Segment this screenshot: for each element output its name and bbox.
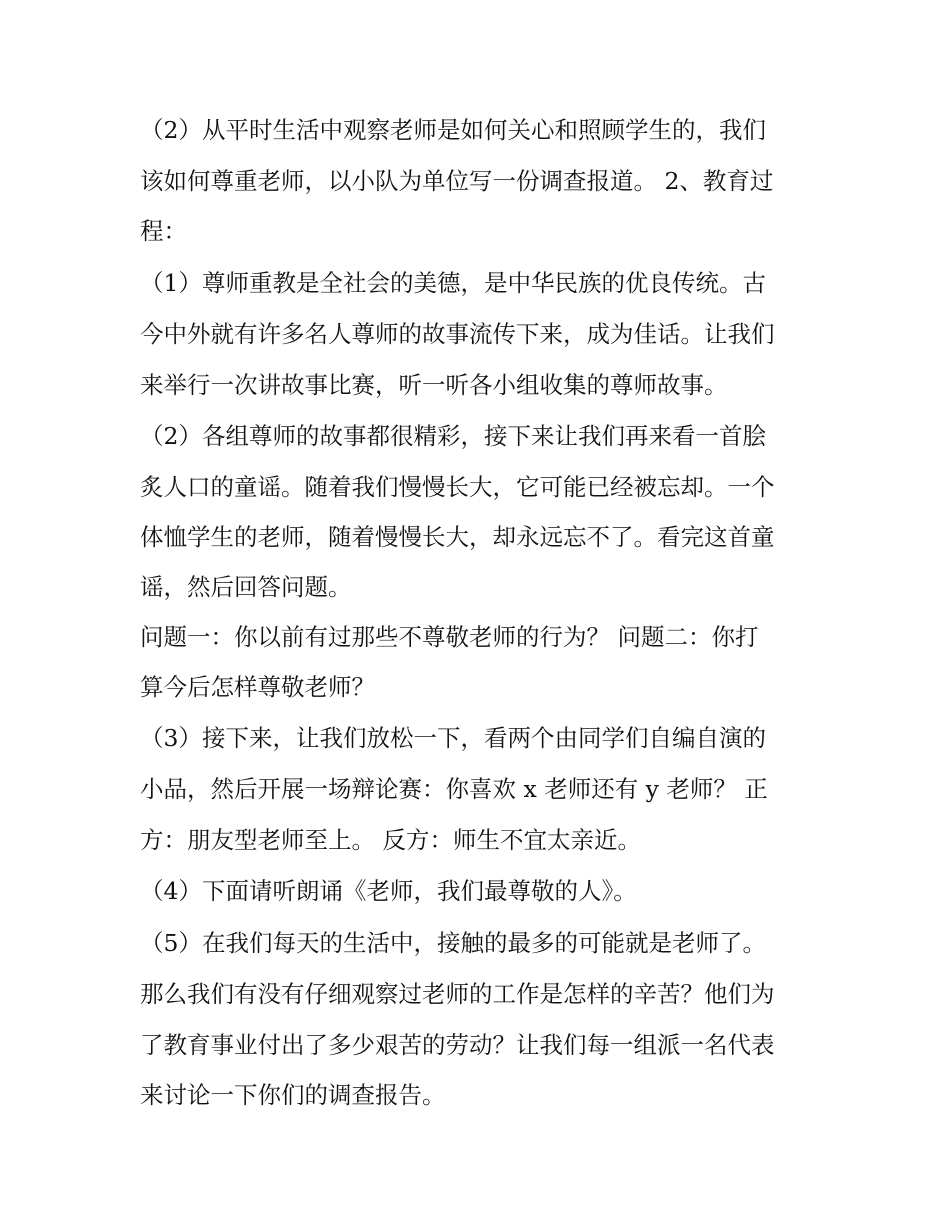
text-line: （2）各组尊师的故事都很精彩，接下来让我们再来看一首脍 xyxy=(140,422,766,450)
text-line: 问题一：你以前有过那些不尊敬老师的行为？ 问题二：你打 xyxy=(140,623,759,651)
text-line: 算今后怎样尊敬老师？ xyxy=(140,673,375,701)
text-line: 今中外就有许多名人尊师的故事流传下来，成为佳话。让我们 xyxy=(140,320,775,348)
text-line: （4）下面请听朗诵《老师，我们最尊敬的人》。 xyxy=(140,877,637,905)
text-line: 程： xyxy=(140,217,187,245)
text-line: 该如何尊重老师，以小队为单位写一份调查报道。 2、教育过 xyxy=(140,167,774,195)
text-line: 炙人口的童谣。随着我们慢慢长大，它可能已经被忘却。一个 xyxy=(140,473,775,501)
text-line: 来举行一次讲故事比赛，听一听各小组收集的尊师故事。 xyxy=(140,371,728,399)
text-line: 那么我们有没有仔细观察过老师的工作是怎样的辛苦？他们为 xyxy=(140,980,775,1008)
text-line: 方：朋友型老师至上。 反方：师生不宜太亲近。 xyxy=(140,826,641,854)
text-line: 小品，然后开展一场辩论赛：你喜欢 x 老师还有 y 老师？ 正 xyxy=(140,775,768,803)
text-line: （1）尊师重教是全社会的美德，是中华民族的优良传统。古 xyxy=(140,269,766,297)
text-line: （5）在我们每天的生活中，接触的最多的可能就是老师了。 xyxy=(140,929,766,957)
text-line: 来讨论一下你们的调查报告。 xyxy=(140,1081,446,1109)
text-line: 体恤学生的老师，随着慢慢长大，却永远忘不了。看完这首童 xyxy=(140,523,775,551)
text-line: （2）从平时生活中观察老师是如何关心和照顾学生的，我们 xyxy=(140,116,766,144)
text-line: 了教育事业付出了多少艰苦的劳动？让我们每一组派一名代表 xyxy=(140,1031,775,1059)
text-line: （3）接下来，让我们放松一下，看两个由同学们自编自演的 xyxy=(140,724,766,752)
text-line: 谣，然后回答问题。 xyxy=(140,573,352,601)
